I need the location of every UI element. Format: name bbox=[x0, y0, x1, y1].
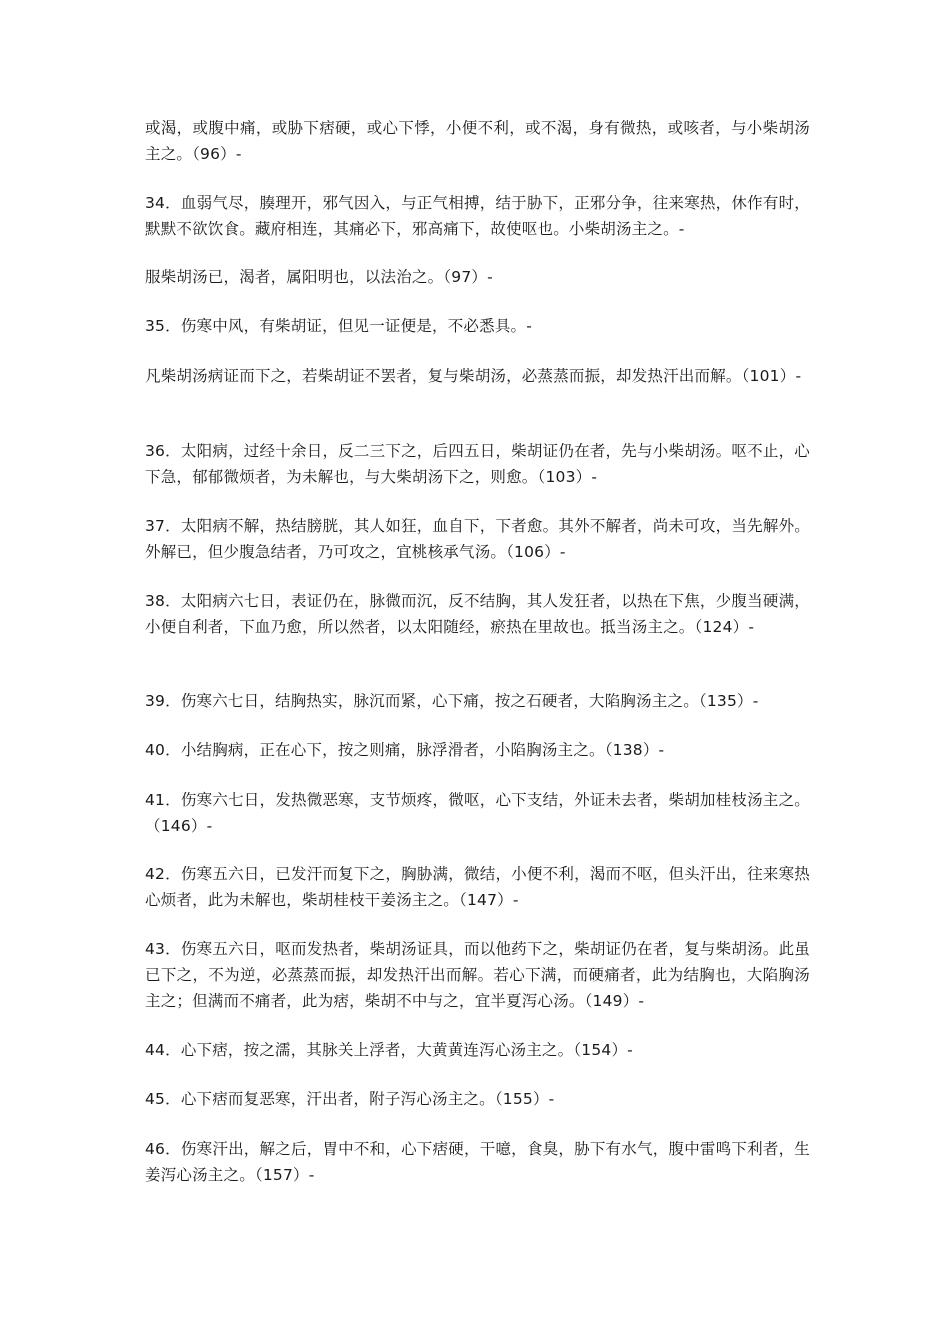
paragraph-43: 43．伤寒五六日，呕而发热者，柴胡汤证具，而以他药下之，柴胡证仍在者，复与柴胡汤。此虽已下之，不为逆，必蒸蒸而振，却发热汗出而解。若心下满，而硬痛者，此为结胸也，大陷胸汤主之；但满而不痛者，此为痞，柴胡不中与之，宜半夏泻心汤。（149）- bbox=[145, 940, 810, 1010]
paragraph-40: 40．小结胸病，正在心下，按之则痛，脉浮滑者，小陷胸汤主之。（138）- bbox=[145, 741, 665, 759]
paragraph-45: 45．心下痞而复恶寒，汗出者，附子泻心汤主之。（155）- bbox=[145, 1090, 555, 1108]
paragraph-39: 39．伤寒六七日，结胸热实，脉沉而紧，心下痛，按之石硬者，大陷胸汤主之。（135）- bbox=[145, 692, 759, 710]
paragraph-44: 44．心下痞，按之濡，其脉关上浮者，大黄黄连泻心汤主之。（154）- bbox=[145, 1041, 633, 1059]
paragraph-41: 41．伤寒六七日，发热微恶寒，支节烦疼，微呕，心下支结，外证未去者，柴胡加桂枝汤主之。（146）- bbox=[145, 791, 810, 835]
paragraph-96: 或渴，或腹中痛，或胁下痞硬，或心下悸，小便不利，或不渴，身有微热，或咳者，与小柴胡汤主之。（96）- bbox=[145, 119, 810, 163]
paragraph-101: 凡柴胡汤病证而下之，若柴胡证不罢者，复与柴胡汤，必蒸蒸而振，却发热汗出而解。（101）- bbox=[145, 367, 802, 385]
paragraph-97: 服柴胡汤已，渴者，属阳明也，以法治之。（97）- bbox=[145, 268, 493, 286]
paragraph-34: 34．血弱气尽，腠理开，邪气因入，与正气相搏，结于胁下，正邪分争，往来寒热，休作有时，默默不欲饮食。藏府相连，其痛必下，邪高痛下，故使呕也。小柴胡汤主之。- bbox=[145, 194, 810, 238]
paragraph-46: 46．伤寒汗出，解之后，胃中不和，心下痞硬，干噫，食臭，胁下有水气，腹中雷鸣下利者，生姜泻心汤主之。（157）- bbox=[145, 1140, 810, 1184]
paragraph-42: 42．伤寒五六日，已发汗而复下之，胸胁满，微结，小便不利，渴而不呕，但头汗出，往来寒热心烦者，此为未解也，柴胡桂枝干姜汤主之。（147）- bbox=[145, 865, 810, 909]
paragraph-36: 36．太阳病，过经十余日，反二三下之，后四五日，柴胡证仍在者，先与小柴胡汤。呕不止，心下急，郁郁微烦者，为未解也，与大柴胡汤下之，则愈。（103）- bbox=[145, 442, 810, 486]
paragraph-37: 37．太阳病不解，热结膀胱，其人如狂，血自下，下者愈。其外不解者，尚未可攻，当先解外。外解已，但少腹急结者，乃可攻之，宜桃核承气汤。（106）- bbox=[145, 517, 810, 561]
paragraph-38: 38．太阳病六七日，表证仍在，脉微而沉，反不结胸，其人发狂者，以热在下焦，少腹当硬满，小便自利者，下血乃愈，所以然者，以太阳随经，瘀热在里故也。抵当汤主之。（124）- bbox=[145, 592, 810, 636]
paragraph-35: 35．伤寒中风，有柴胡证，但见一证便是，不必悉具。- bbox=[145, 317, 533, 335]
